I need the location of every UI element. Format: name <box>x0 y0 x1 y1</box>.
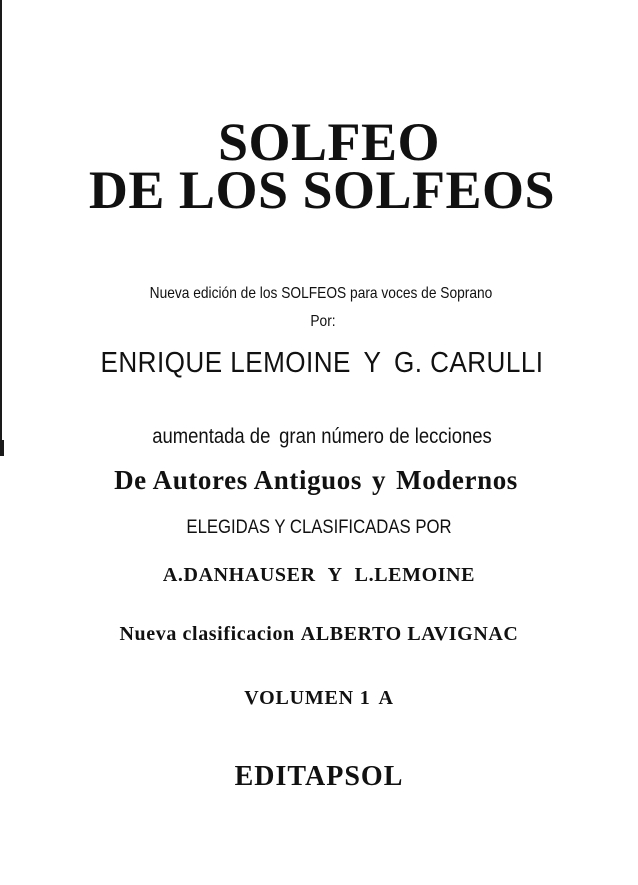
publisher-name: EDITAPSOL <box>234 761 404 792</box>
autores-antiguos: De Autores Antiguos <box>114 465 363 495</box>
classification-line <box>0 621 638 647</box>
authors-origin-line <box>0 463 635 497</box>
author-lemoine: ENRIQUE LEMOINE <box>100 347 351 379</box>
autores-conjunction: y <box>372 465 387 495</box>
editors-line <box>0 562 638 588</box>
volume-line <box>0 685 638 711</box>
author-carulli: G. CARULLI <box>393 347 544 379</box>
volume-suffix: A <box>378 687 394 709</box>
classification-name: ALBERTO LAVIGNAC <box>300 623 519 645</box>
editor-lemoine: L.LEMOINE <box>354 564 476 586</box>
classification-label: Nueva clasificacion <box>119 623 295 645</box>
edition-subtitle: Nueva edición de los SOLFEOS para voces de Soprano <box>149 285 493 302</box>
editors-conjunction: Y <box>327 564 343 586</box>
selected-by-line: ELEGIDAS Y CLASIFICADAS POR <box>186 517 452 538</box>
by-label: Por: <box>310 313 336 330</box>
title-line-2: DE LOS SOLFEOS <box>88 160 556 220</box>
authors-line <box>35 346 609 380</box>
augmented-line <box>41 424 602 450</box>
autores-modernos: Modernos <box>396 465 518 495</box>
editor-danhauser: A.DANHAUSER <box>162 564 316 586</box>
augmented-part-2: gran número de lecciones <box>279 425 492 448</box>
title-line-1: SOLFEO <box>217 112 441 172</box>
volume-label: VOLUMEN 1 <box>244 687 371 709</box>
authors-conjunction: Y <box>363 347 382 379</box>
augmented-part-1: aumentada de <box>152 425 271 448</box>
